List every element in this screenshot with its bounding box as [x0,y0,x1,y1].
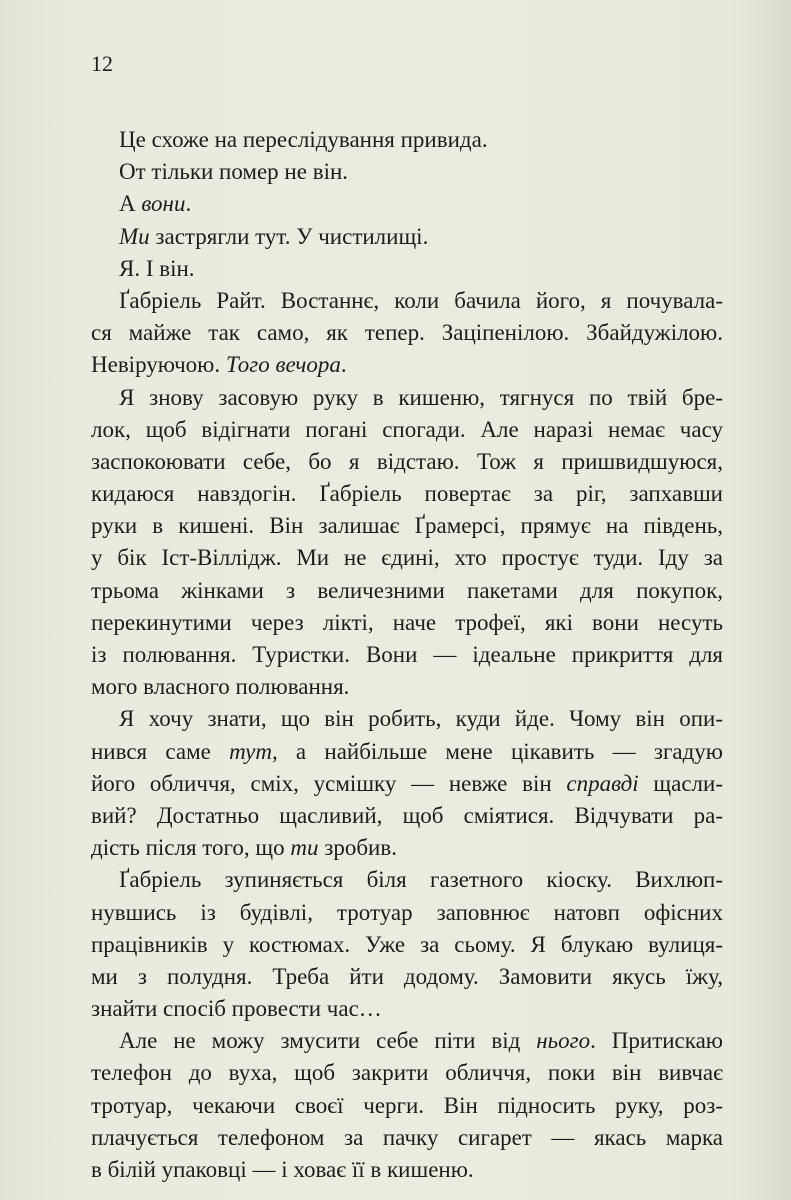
text-segment: Невіруючою. [91,352,226,378]
text-line [91,768,723,800]
text-line: мого власного полювання. [91,674,350,700]
text-segment: . Притискаю [590,1028,723,1054]
text-segment: дість після того, що [91,835,291,861]
text-line [91,832,723,864]
text-line: Ґабріель Райт. Востаннє, коли бачила його, я почувала- [119,287,723,313]
text-segment: його обличчя, сміх, усмішку — невже він [91,770,567,796]
text-segment: Але не можу змусити себе піти від [119,1028,537,1054]
text-segment: зробив. [318,835,397,861]
italic-text: нього [536,1028,591,1054]
text-line: руки в кишені. Він залишає Ґрамерсі, прямує на південь, [91,513,723,539]
text-line: в білій упаковці — і ховає її в кишеню. [91,1157,474,1182]
text-line: знайти спосіб провести час… [91,996,382,1022]
text-segment: А [119,191,142,217]
text-line: Це схоже на переслідування привида. [119,127,488,152]
text-line: Я знову засовую руку в кишеню, тягнуся по твій бре- [119,384,723,410]
text-line: От тільки помер не він. [119,159,349,185]
text-line: нувшись із будівлі, тротуар заповнює натовп офісних [91,899,723,925]
text-segment: , а найбільше мене цікавить — згадую [271,738,723,764]
italic-text: тут [229,738,272,764]
italic-text: ти [290,835,319,861]
text-line [119,221,723,253]
text-line [91,736,723,768]
text-line: працівників у костюмах. Уже за сьому. Я блукаю вулиця- [91,931,723,957]
text-segment: нився саме [91,738,230,764]
text-line: лок, щоб відігнати погані спогади. Але наразі немає часу [91,416,723,442]
text-line: тротуар, чекаючи своєї черги. Він підносить руку, роз- [91,1092,723,1118]
italic-text: справді [566,770,639,796]
text-line [91,349,723,381]
text-line: вий? Достатньо щасливий, щоб сміятися. Відчувати ра- [91,802,723,828]
italic-text: вони [141,191,186,217]
text-line: Я хочу знати, що він робить, куди йде. Чому він опи- [119,706,723,732]
page-edge-shadow [731,0,791,1200]
text-segment: застрягли тут. У чистилищі. [149,223,429,249]
text-line: у бік Іст-Віллідж. Ми не єдині, хто простує туди. Іду за [91,545,723,571]
body-text [91,124,723,1186]
text-line: телефон до вуха, щоб закрити обличчя, поки він вивчає [91,1060,723,1086]
text-line: Ґабріель зупиняється біля газетного кіоску. Вихлюп- [119,867,723,893]
text-segment: щасли- [638,770,723,796]
italic-text: Того вечора [225,352,341,378]
text-line: кидаюся навздогін. Ґабріель повертає за ріг, запхавши [91,481,723,507]
text-segment: . [185,191,192,217]
text-line [119,1025,723,1057]
text-line: заспокоювати себе, бо я відстаю. Тож я пришвидшуюся, [91,448,723,474]
text-line: ми з полудня. Треба йти додому. Замовити якусь їжу, [91,963,723,989]
text-line: ся майже так само, як тепер. Заціпенілою. Збайдужілою. [91,320,723,346]
text-line: плачується телефоном за пачку сигарет — якась марка [91,1124,723,1150]
text-segment: . [340,352,347,378]
text-line: трьома жінками з величезними пакетами для покупок, [91,577,723,603]
page-number: 12 [91,51,113,76]
text-line: Я. І він. [119,255,195,281]
text-line [119,188,723,220]
text-line: перекинутими через лікті, наче трофеї, які вони несуть [91,609,723,635]
italic-text: Ми [119,223,150,249]
text-line: із полювання. Туристки. Вони — ідеальне прикриття для [91,642,723,667]
